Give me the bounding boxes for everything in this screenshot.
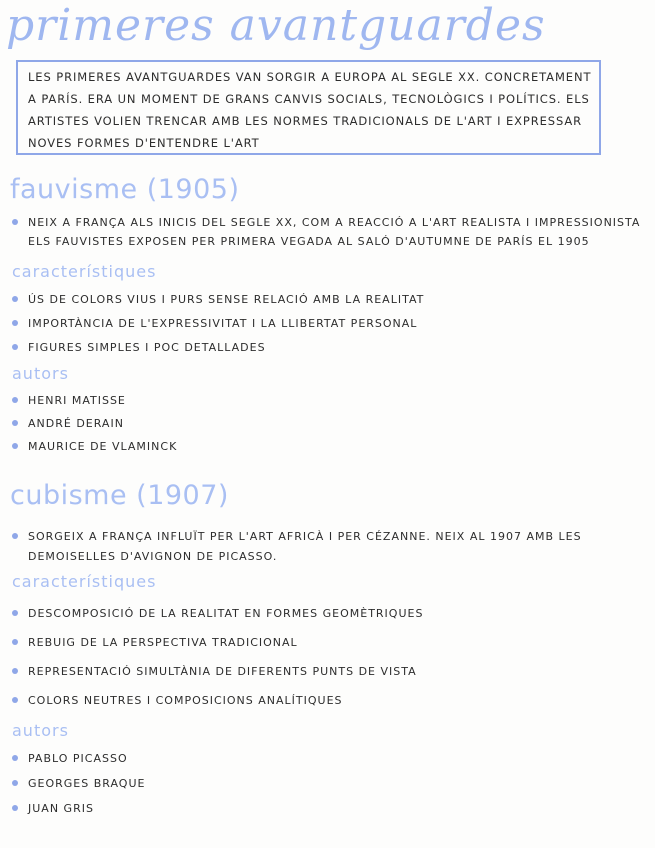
characteristic-text: REPRESENTACIÓ SIMULTÀNIA DE DIFERENTS PUNTS DE VISTA xyxy=(28,665,417,678)
intro-box xyxy=(16,60,601,155)
characteristics-heading: característiques xyxy=(12,572,157,591)
bullet-dot-icon xyxy=(12,320,18,326)
characteristics-heading: característiques xyxy=(12,262,157,281)
intro-line: NOVES FORMES D'ENTENDRE L'ART xyxy=(28,136,260,150)
author-name: JUAN GRIS xyxy=(28,802,94,815)
author-item xyxy=(12,437,177,457)
characteristic-item xyxy=(12,314,417,334)
author-item xyxy=(12,799,94,819)
author-name: ANDRÉ DERAIN xyxy=(28,417,124,430)
bullet-dot-icon xyxy=(12,755,18,761)
bullet-dot-icon xyxy=(12,533,18,539)
origin-item xyxy=(12,527,582,547)
bullet-dot-icon xyxy=(12,296,18,302)
characteristic-text: FIGURES SIMPLES I POC DETALLADES xyxy=(28,341,266,354)
bullet-dot-icon xyxy=(12,344,18,350)
author-item xyxy=(12,749,128,769)
author-name: GEORGES BRAQUE xyxy=(28,777,146,790)
intro-line: ARTISTES VOLIEN TRENCAR AMB LES NORMES TRADICIONALS DE L'ART I EXPRESSAR xyxy=(28,114,583,128)
bullet-dot-icon xyxy=(12,420,18,426)
characteristic-text: DESCOMPOSICIÓ DE LA REALITAT EN FORMES GEOMÈTRIQUES xyxy=(28,607,424,620)
characteristic-text: REBUIG DE LA PERSPECTIVA TRADICIONAL xyxy=(28,636,298,649)
author-item xyxy=(12,414,124,434)
authors-heading: autors xyxy=(12,364,69,383)
author-name: PABLO PICASSO xyxy=(28,752,128,765)
characteristic-item xyxy=(12,633,298,653)
origin-text: NEIX A FRANÇA ALS INICIS DEL SEGLE XX, COM A REACCIÓ A L'ART REALISTA I IMPRESSIONISTA xyxy=(28,216,641,229)
bullet-dot-icon xyxy=(12,697,18,703)
section-title-fauvisme: fauvisme (1905) xyxy=(10,174,240,205)
characteristic-item xyxy=(12,338,266,358)
author-name: HENRI MATISSE xyxy=(28,394,126,407)
characteristic-item xyxy=(12,662,417,682)
characteristic-text: ÚS DE COLORS VIUS I PURS SENSE RELACIÓ AMB LA REALITAT xyxy=(28,293,425,306)
characteristic-item xyxy=(12,691,343,711)
bullet-dot-icon xyxy=(12,639,18,645)
characteristic-item xyxy=(12,290,424,310)
bullet-dot-icon xyxy=(12,397,18,403)
characteristic-text: IMPORTÀNCIA DE L'EXPRESSIVITAT I LA LLIBERTAT PERSONAL xyxy=(28,317,418,330)
bullet-dot-icon xyxy=(12,668,18,674)
bullet-dot-icon xyxy=(12,443,18,449)
origin-item-continuation: DEMOISELLES D'AVIGNON DE PICASSO. xyxy=(28,550,278,563)
author-item xyxy=(12,391,126,411)
origin-item xyxy=(12,213,640,233)
intro-line: A PARÍS. ERA UN MOMENT DE GRANS CANVIS SOCIALS, TECNOLÒGICS I POLÍTICS. ELS xyxy=(28,92,590,106)
intro-line: LES PRIMERES AVANTGUARDES VAN SORGIR A EUROPA AL SEGLE XX. CONCRETAMENT xyxy=(28,70,592,84)
origin-text: SORGEIX A FRANÇA INFLUÏT PER L'ART AFRICÀ I PER CÉZANNE. NEIX AL 1907 AMB LES xyxy=(28,530,582,543)
characteristic-text: COLORS NEUTRES I COMPOSICIONS ANALÍTIQUES xyxy=(28,694,343,707)
bullet-dot-icon xyxy=(12,805,18,811)
origin-item-continuation: ELS FAUVISTES EXPOSEN PER PRIMERA VEGADA AL SALÓ D'AUTUMNE DE PARÍS EL 1905 xyxy=(28,235,590,248)
bullet-dot-icon xyxy=(12,610,18,616)
author-item xyxy=(12,774,145,794)
section-title-cubisme: cubisme (1907) xyxy=(10,480,229,511)
characteristic-item xyxy=(12,604,423,624)
bullet-dot-icon xyxy=(12,219,18,225)
bullet-dot-icon xyxy=(12,780,18,786)
author-name: MAURICE DE VLAMINCK xyxy=(28,440,178,453)
authors-heading: autors xyxy=(12,721,69,740)
page-title: primeres avantguardes xyxy=(6,0,546,51)
